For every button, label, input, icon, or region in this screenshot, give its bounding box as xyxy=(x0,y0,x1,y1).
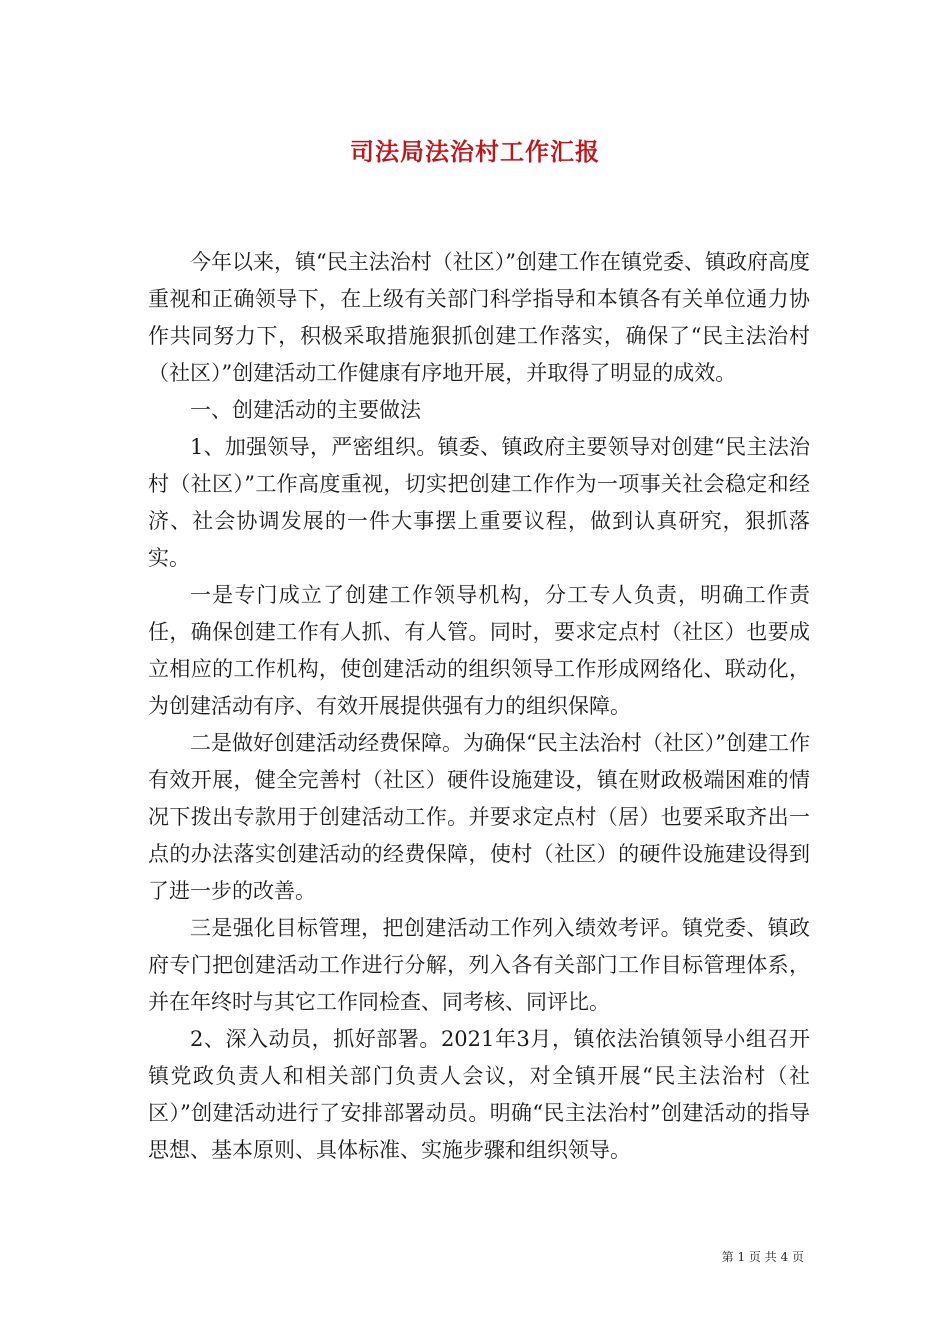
paragraph-point-3: 三是强化目标管理，把创建活动工作列入绩效考评。镇党委、镇政府专门把创建活动工作进行分解，列入各有关部门工作目标管理体系，并在年终时与其它工作同检查、同考核、同评比。 xyxy=(148,916,810,1014)
document-title: 司法局法治村工作汇报 xyxy=(350,137,600,166)
paragraph-intro: 今年以来，镇“民主法治村（社区）”创建工作在镇党委、镇政府高度重视和正确领导下，在上级有关部门科学指导和本镇各有关单位通力协作共同努力下，积极采取措施狠抓创建工作落实，确保了“民主法治村（社区）”创建活动工作健康有序地开展，并取得了明显的成效。 xyxy=(148,250,810,385)
paragraph-item-1: 1、加强领导，严密组织。镇委、镇政府主要领导对创建“民主法治村（社区）”工作高度重视，切实把创建工作作为一项事关社会稳定和经济、社会协调发展的一件大事摆上重要议程，做到认真研究，狠抓落实。 xyxy=(148,435,810,570)
page-number-footer: 第 1 页 共 4 页 xyxy=(721,1250,804,1264)
paragraph-point-1: 一是专门成立了创建工作领导机构，分工专人负责，明确工作责任，确保创建工作有人抓、有人管。同时，要求定点村（社区）也要成立相应的工作机构，使创建活动的组织领导工作形成网络化、联动化，为创建活动有序、有效开展提供强有力的组织保障。 xyxy=(148,583,810,718)
section-heading-1: 一、创建活动的主要做法 xyxy=(190,398,421,422)
paragraph-point-2: 二是做好创建活动经费保障。为确保“民主法治村（社区）”创建工作有效开展，健全完善村（社区）硬件设施建设，镇在财政极端困难的情况下拨出专款用于创建活动工作。并要求定点村（居）也要采取齐出一点的办法落实创建活动的经费保障，使村（社区）的硬件设施建设得到了进一步的改善。 xyxy=(148,731,810,903)
document-body xyxy=(148,244,810,1169)
paragraph-item-2: 2、深入动员，抓好部署。2021年3月，镇依法治镇领导小组召开镇党政负责人和相关部门负责人会议，对全镇开展“民主法治村（社区）”创建活动进行了安排部署动员。明确“民主法治村”创建活动的指导思想、基本原则、具体标准、实施步骤和组织领导。 xyxy=(148,1027,810,1162)
